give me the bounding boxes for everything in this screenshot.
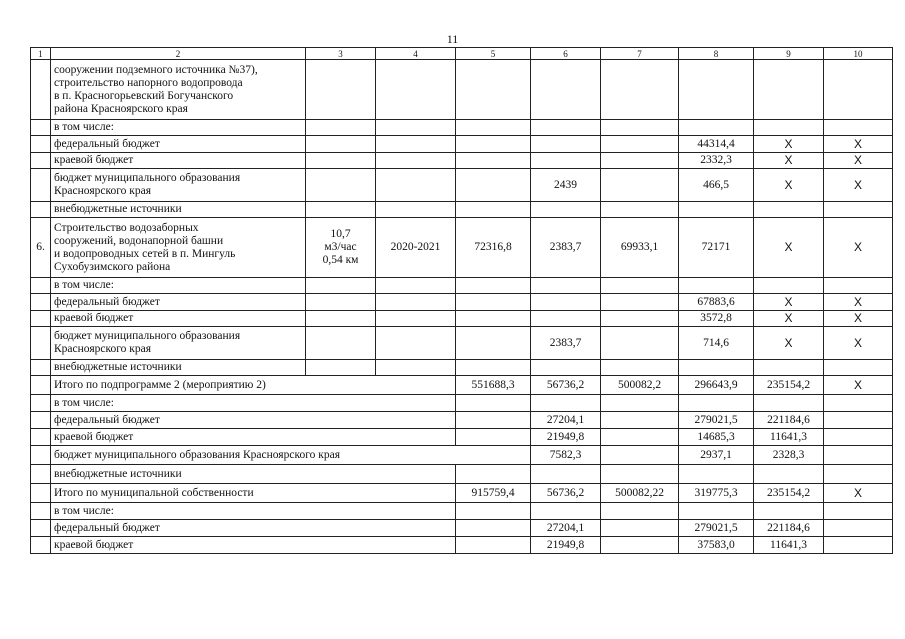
x-mark-cell: X	[754, 311, 824, 327]
cell	[31, 136, 51, 153]
cell	[31, 395, 51, 412]
cell	[531, 60, 601, 120]
cell	[306, 153, 376, 169]
total-label-cell: бюджет муниципального образования Красноярского края	[51, 446, 531, 465]
cell	[376, 360, 456, 376]
value-cell: 67883,6	[679, 294, 754, 311]
table-row	[31, 169, 893, 202]
item-name-cell: бюджет муниципального образования Красноярского края	[51, 169, 306, 202]
cell	[679, 120, 754, 136]
table-row	[31, 294, 893, 311]
item-name-cell: федеральный бюджет	[51, 136, 306, 153]
cell	[601, 520, 679, 537]
cell	[679, 395, 754, 412]
x-mark-cell: X	[754, 294, 824, 311]
cell	[306, 136, 376, 153]
value-cell: 296643,9	[679, 376, 754, 395]
capacity-cell: 10,7 м3/час 0,54 км	[306, 218, 376, 278]
cell	[31, 169, 51, 202]
value-cell: 27204,1	[531, 412, 601, 429]
total-label-cell: внебюджетные источники	[51, 465, 456, 484]
value-cell: 221184,6	[754, 412, 824, 429]
cell	[824, 503, 893, 520]
cell	[824, 360, 893, 376]
cell	[601, 120, 679, 136]
x-mark-cell: X	[824, 311, 893, 327]
cell	[601, 278, 679, 294]
x-mark-cell: X	[824, 294, 893, 311]
cell	[531, 465, 601, 484]
cell	[456, 136, 531, 153]
cell	[601, 327, 679, 360]
value-cell: 915759,4	[456, 484, 531, 503]
cell	[376, 153, 456, 169]
value-cell: 319775,3	[679, 484, 754, 503]
cell	[679, 503, 754, 520]
cell	[531, 311, 601, 327]
x-mark-cell: X	[754, 327, 824, 360]
value-cell: 3572,8	[679, 311, 754, 327]
cell	[376, 311, 456, 327]
cell	[456, 537, 531, 554]
cell	[531, 395, 601, 412]
cell	[31, 360, 51, 376]
total-row	[31, 446, 893, 465]
cell	[601, 202, 679, 218]
cell	[306, 327, 376, 360]
cell	[601, 395, 679, 412]
cell	[824, 120, 893, 136]
cell	[824, 429, 893, 446]
value-cell: 466,5	[679, 169, 754, 202]
x-mark-cell: X	[824, 327, 893, 360]
value-cell: 551688,3	[456, 376, 531, 395]
table-row	[31, 327, 893, 360]
cell	[601, 169, 679, 202]
value-cell: 14685,3	[679, 429, 754, 446]
total-row	[31, 503, 893, 520]
cell	[376, 294, 456, 311]
cell	[306, 311, 376, 327]
cell	[31, 311, 51, 327]
value-cell: 11641,3	[754, 537, 824, 554]
cell	[31, 294, 51, 311]
cell	[754, 465, 824, 484]
total-row	[31, 520, 893, 537]
item-name-cell: сооружении подземного источника №37), строительство напорного водопровода в п. Красногорьевский Богучанского района Красноярского края	[51, 60, 306, 120]
value-cell: 11641,3	[754, 429, 824, 446]
x-mark-cell: X	[824, 153, 893, 169]
cell	[531, 202, 601, 218]
total-row	[31, 376, 893, 395]
cell	[31, 446, 51, 465]
table-row	[31, 202, 893, 218]
x-mark-cell: X	[754, 218, 824, 278]
cell	[601, 537, 679, 554]
cell	[376, 169, 456, 202]
cell	[754, 60, 824, 120]
x-mark-cell: X	[754, 169, 824, 202]
cell	[31, 60, 51, 120]
column-number: 4	[376, 48, 456, 60]
value-cell: 72171	[679, 218, 754, 278]
table-row	[31, 311, 893, 327]
cell	[31, 153, 51, 169]
cell	[679, 360, 754, 376]
total-row	[31, 395, 893, 412]
cell	[306, 60, 376, 120]
cell	[754, 503, 824, 520]
cell	[824, 446, 893, 465]
cell	[456, 311, 531, 327]
cell	[31, 503, 51, 520]
value-cell: 2383,7	[531, 327, 601, 360]
x-mark-cell: X	[824, 218, 893, 278]
cell	[531, 153, 601, 169]
page-number: 11	[446, 32, 459, 46]
total-row	[31, 537, 893, 554]
cell	[376, 136, 456, 153]
value-cell: 21949,8	[531, 429, 601, 446]
cell	[824, 465, 893, 484]
cell	[456, 412, 531, 429]
cell	[824, 520, 893, 537]
value-cell: 279021,5	[679, 412, 754, 429]
cell	[601, 465, 679, 484]
cell	[679, 278, 754, 294]
cell	[31, 376, 51, 395]
item-name-cell: внебюджетные источники	[51, 202, 306, 218]
cell	[31, 202, 51, 218]
item-number-cell: 6.	[31, 218, 51, 278]
value-cell: 27204,1	[531, 520, 601, 537]
value-cell: 2332,3	[679, 153, 754, 169]
cell	[306, 360, 376, 376]
cell	[31, 120, 51, 136]
budget-table	[30, 47, 893, 554]
cell	[531, 120, 601, 136]
cell	[601, 153, 679, 169]
cell	[456, 60, 531, 120]
cell	[456, 327, 531, 360]
x-mark-cell: X	[824, 169, 893, 202]
cell	[601, 446, 679, 465]
cell	[601, 429, 679, 446]
cell	[31, 327, 51, 360]
total-label-cell: краевой бюджет	[51, 537, 456, 554]
cell	[531, 136, 601, 153]
value-cell: 56736,2	[531, 376, 601, 395]
item-name-cell: в том числе:	[51, 120, 306, 136]
table-row	[31, 153, 893, 169]
cell	[31, 278, 51, 294]
period-cell: 2020-2021	[376, 218, 456, 278]
table-row	[31, 120, 893, 136]
column-number: 5	[456, 48, 531, 60]
cell	[456, 503, 531, 520]
column-number: 8	[679, 48, 754, 60]
value-cell: 714,6	[679, 327, 754, 360]
item-name-cell: внебюджетные источники	[51, 360, 306, 376]
value-cell: 2937,1	[679, 446, 754, 465]
total-row	[31, 484, 893, 503]
cell	[306, 120, 376, 136]
cell	[306, 169, 376, 202]
cell	[601, 294, 679, 311]
cell	[31, 537, 51, 554]
total-label-cell: краевой бюджет	[51, 429, 456, 446]
cell	[376, 278, 456, 294]
total-label-cell: в том числе:	[51, 395, 456, 412]
value-cell: 279021,5	[679, 520, 754, 537]
value-cell: 235154,2	[754, 484, 824, 503]
cell	[824, 278, 893, 294]
cell	[601, 311, 679, 327]
cell	[456, 395, 531, 412]
item-name-cell: бюджет муниципального образования Красноярского края	[51, 327, 306, 360]
cell	[531, 294, 601, 311]
cell	[754, 120, 824, 136]
cell	[824, 202, 893, 218]
item-name-cell: краевой бюджет	[51, 311, 306, 327]
cell	[31, 484, 51, 503]
column-number: 10	[824, 48, 893, 60]
value-cell: 44314,4	[679, 136, 754, 153]
cell	[754, 278, 824, 294]
column-number: 3	[306, 48, 376, 60]
cell	[601, 60, 679, 120]
column-number: 2	[51, 48, 306, 60]
cell	[376, 327, 456, 360]
cell	[306, 202, 376, 218]
table-row	[31, 60, 893, 120]
cell	[456, 294, 531, 311]
column-number: 6	[531, 48, 601, 60]
cell	[531, 360, 601, 376]
cell	[376, 202, 456, 218]
cell	[824, 60, 893, 120]
column-number: 7	[601, 48, 679, 60]
value-cell: 2439	[531, 169, 601, 202]
cell	[679, 60, 754, 120]
value-cell: 2383,7	[531, 218, 601, 278]
x-mark-cell: X	[754, 153, 824, 169]
cell	[306, 294, 376, 311]
cell	[456, 429, 531, 446]
cell	[531, 503, 601, 520]
value-cell: 221184,6	[754, 520, 824, 537]
column-number-row	[31, 48, 893, 60]
value-cell: 7582,3	[531, 446, 601, 465]
cell	[754, 202, 824, 218]
x-mark-cell: X	[754, 136, 824, 153]
cell	[456, 520, 531, 537]
cell	[824, 537, 893, 554]
cell	[601, 360, 679, 376]
item-name-cell: краевой бюджет	[51, 153, 306, 169]
cell	[601, 503, 679, 520]
total-row	[31, 412, 893, 429]
table-row	[31, 278, 893, 294]
total-label-cell: федеральный бюджет	[51, 520, 456, 537]
value-cell: 235154,2	[754, 376, 824, 395]
cell	[601, 412, 679, 429]
cell	[31, 412, 51, 429]
cell	[456, 153, 531, 169]
x-mark-cell: X	[824, 484, 893, 503]
total-label-cell: Итого по муниципальной собственности	[51, 484, 456, 503]
value-cell: 56736,2	[531, 484, 601, 503]
cell	[456, 169, 531, 202]
total-label-cell: в том числе:	[51, 503, 456, 520]
item-name-cell: Строительство водозаборных сооружений, водонапорной башни и водопроводных сетей в п. Мингуль Сухобузимского района	[51, 218, 306, 278]
cell	[31, 429, 51, 446]
value-cell: 500082,22	[601, 484, 679, 503]
table-row	[31, 360, 893, 376]
value-cell: 2328,3	[754, 446, 824, 465]
table-row	[31, 218, 893, 278]
cell	[456, 360, 531, 376]
item-name-cell: федеральный бюджет	[51, 294, 306, 311]
value-cell: 500082,2	[601, 376, 679, 395]
cell	[456, 465, 531, 484]
cell	[754, 395, 824, 412]
cell	[456, 120, 531, 136]
cell	[31, 465, 51, 484]
cell	[754, 360, 824, 376]
item-name-cell: в том числе:	[51, 278, 306, 294]
value-cell: 72316,8	[456, 218, 531, 278]
total-label-cell: Итого по подпрограмме 2 (мероприятию 2)	[51, 376, 456, 395]
value-cell: 69933,1	[601, 218, 679, 278]
total-row	[31, 429, 893, 446]
table-row	[31, 136, 893, 153]
total-label-cell: федеральный бюджет	[51, 412, 456, 429]
x-mark-cell: X	[824, 136, 893, 153]
column-number: 9	[754, 48, 824, 60]
cell	[824, 395, 893, 412]
value-cell: 21949,8	[531, 537, 601, 554]
column-number: 1	[31, 48, 51, 60]
cell	[456, 202, 531, 218]
cell	[456, 278, 531, 294]
cell	[376, 60, 456, 120]
total-row	[31, 465, 893, 484]
cell	[376, 120, 456, 136]
cell	[306, 278, 376, 294]
cell	[679, 465, 754, 484]
value-cell: 37583,0	[679, 537, 754, 554]
cell	[31, 520, 51, 537]
cell	[824, 412, 893, 429]
cell	[679, 202, 754, 218]
cell	[531, 278, 601, 294]
x-mark-cell: X	[824, 376, 893, 395]
cell	[601, 136, 679, 153]
